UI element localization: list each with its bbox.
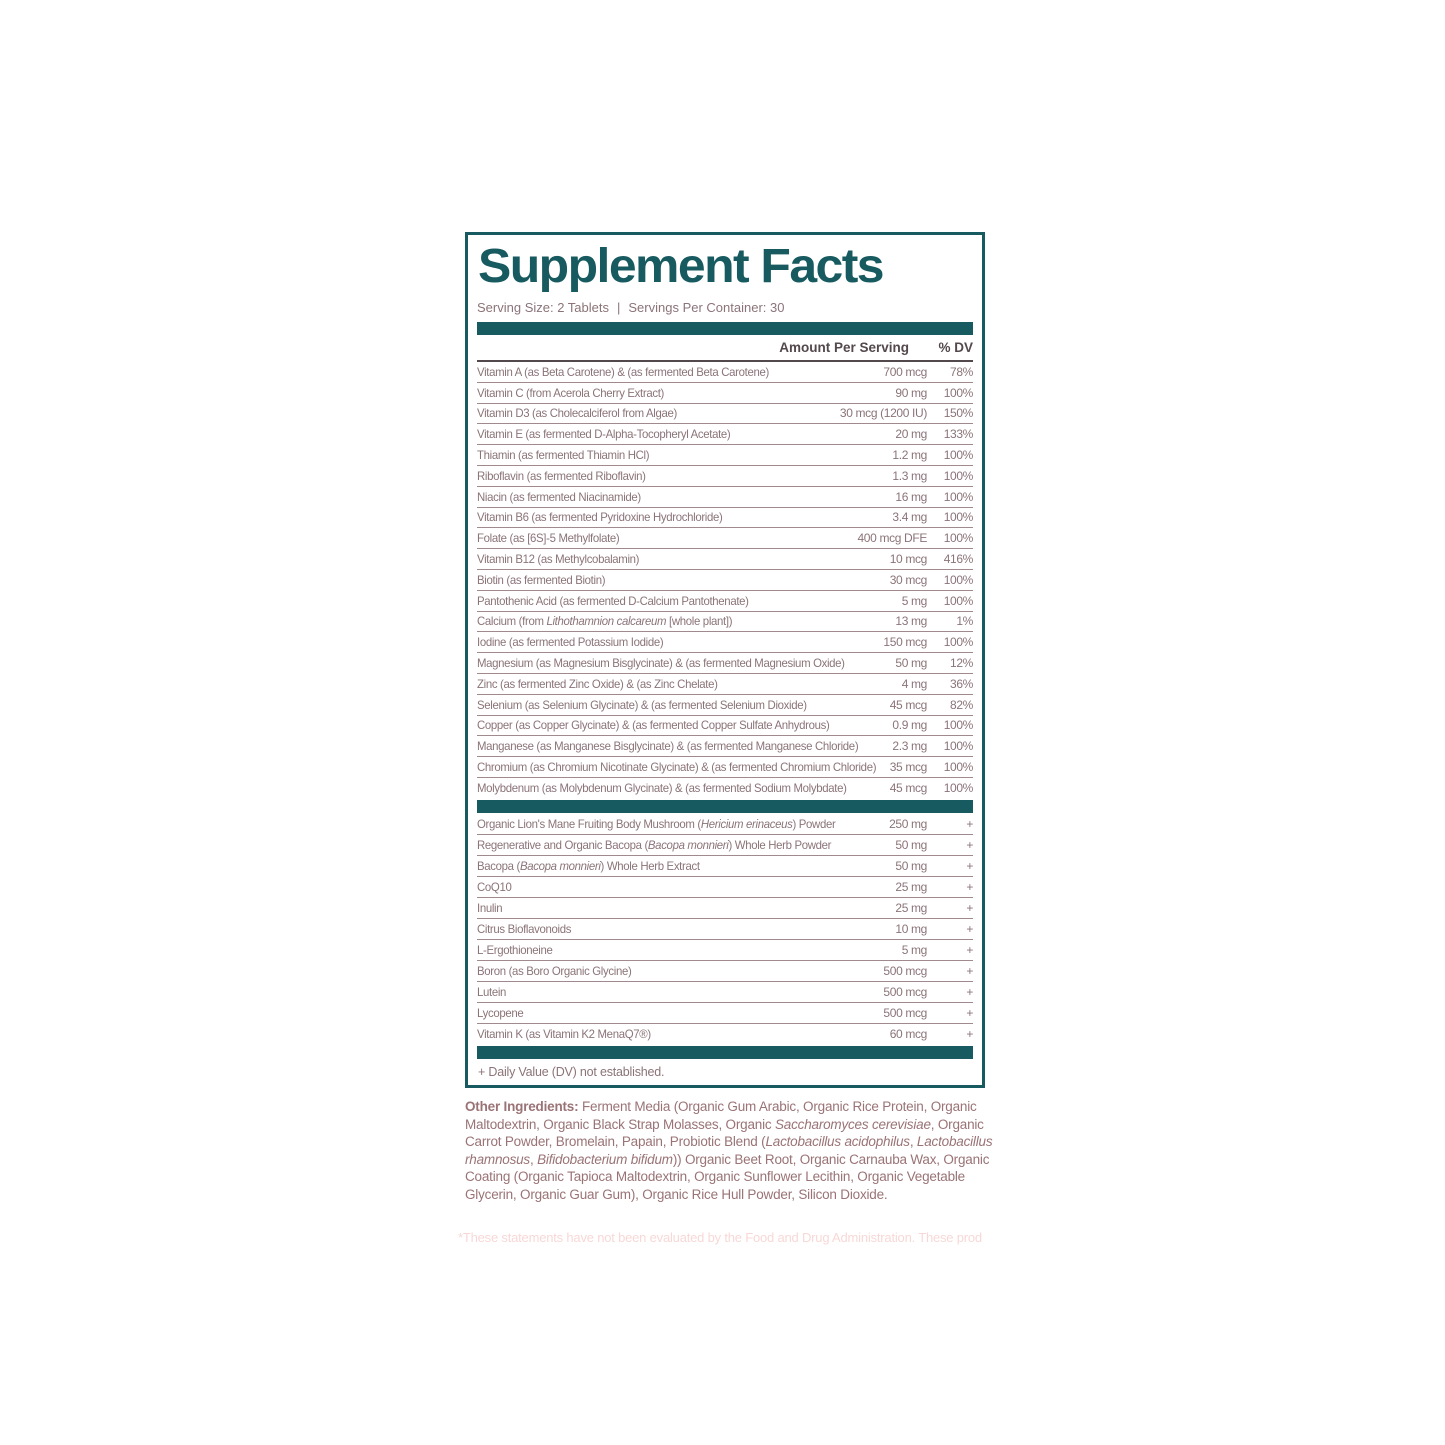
nutrient-name: Riboflavin (as fermented Riboflavin) [477,468,646,483]
nutrient-name: Regenerative and Organic Bacopa (Bacopa monnieri) Whole Herb Powder [477,837,832,852]
table-row [477,814,973,835]
fda-disclaimer: *These statements have not been evaluated by the Food and Drug Administration. These prod [458,1230,982,1245]
table-row [477,940,973,961]
nutrient-dv: 36% [950,676,973,691]
nutrient-amount: 45 mcg [889,697,927,712]
table-row [477,653,973,674]
nutrient-dv: 82% [950,697,973,712]
nutrient-name: Molybdenum (as Molybdenum Glycinate) & (as fermented Sodium Molybdate) [477,781,847,796]
nutrient-dv: + [966,879,973,894]
table-row [477,1024,973,1045]
table-row [477,612,973,633]
other-ingredients-text: Ferment Media (Organic Gum Arabic, Organic Rice Protein, Organic Maltodextrin, Organic Black Strap Molasses, Organic Saccharomyces cerevisiae, Organic Carrot Powder, Bromelain, Papain, Probiotic Blend (Lactobacillus acidophilus, Lactobacillus rhamnosus, Bifidobacterium bifidum)) Organic Beet Root, Organic Carnauba Wax, Organic Coating (Organic Tapioca Maltodextrin, Organic Sunflower Lecithin, Organic Vegetable Glycerin, Organic Guar Gum), Organic Rice Hull Powder, Silicon Dioxide. [465,1099,993,1202]
nutrient-name: Vitamin B12 (as Methylcobalamin) [477,552,640,567]
nutrient-name: Biotin (as fermented Biotin) [477,572,606,587]
nutrient-dv: 100% [943,572,973,587]
nutrient-name: Vitamin B6 (as fermented Pyridoxine Hydrochloride) [477,510,723,525]
nutrient-amount: 10 mg [895,921,927,936]
table-row [477,424,973,445]
nutrient-name: Vitamin E (as fermented D-Alpha-Tocopheryl Acetate) [477,427,731,442]
nutrient-dv: + [966,816,973,831]
table-row [477,445,973,466]
amount-per-serving-header: Amount Per Serving [779,340,909,355]
other-ingredients-paragraph [465,1098,1017,1203]
serving-size: Serving Size: 2 Tablets [477,300,609,315]
nutrient-name: Magnesium (as Magnesium Bisglycinate) & (as fermented Magnesium Oxide) [477,656,845,671]
nutrient-dv: + [966,1027,973,1042]
nutrient-dv: 78% [950,364,973,379]
nutrient-amount: 0.9 mg [892,718,927,733]
nutrient-dv: 100% [943,593,973,608]
serving-info [477,300,973,315]
table-row [477,856,973,877]
nutrient-amount: 700 mcg [883,364,927,379]
servings-per-container: Servings Per Container: 30 [628,300,785,315]
nutrient-dv: 100% [943,760,973,775]
table-row [477,570,973,591]
nutrient-amount: 90 mg [895,385,927,400]
vitamins-minerals-table [477,362,973,799]
nutrient-dv: 100% [943,468,973,483]
nutrient-name: Thiamin (as fermented Thiamin HCl) [477,448,650,463]
nutrient-dv: 100% [943,739,973,754]
section-bar [477,800,973,813]
nutrient-name: Zinc (as fermented Zinc Oxide) & (as Zinc Chelate) [477,676,718,691]
nutrient-amount: 50 mg [895,837,927,852]
nutrient-amount: 16 mg [895,489,927,504]
nutrient-name: Selenium (as Selenium Glycinate) & (as fermented Selenium Dioxide) [477,697,807,712]
nutrient-dv: 100% [943,635,973,650]
nutrient-name: Vitamin C (from Acerola Cherry Extract) [477,385,665,400]
nutrient-dv: 100% [943,448,973,463]
nutrient-dv: + [966,963,973,978]
nutrient-amount: 400 mcg DFE [857,531,927,546]
nutrient-amount: 500 mcg [883,1005,927,1020]
nutrient-amount: 20 mg [895,427,927,442]
table-row [477,982,973,1003]
nutrient-dv: 100% [943,510,973,525]
nutrient-name: L-Ergothioneine [477,942,553,957]
table-row [477,898,973,919]
nutrient-name: Boron (as Boro Organic Glycine) [477,963,632,978]
table-row [477,632,973,653]
nutrient-name: Lycopene [477,1005,524,1020]
table-row [477,674,973,695]
nutrient-amount: 500 mcg [883,963,927,978]
nutrient-dv: 150% [943,406,973,421]
table-row [477,919,973,940]
serving-divider: | [617,300,621,315]
table-row [477,549,973,570]
section-bar [477,322,973,335]
dv-footnote: + Daily Value (DV) not established. [478,1064,665,1079]
nutrient-name: Niacin (as fermented Niacinamide) [477,489,641,504]
nutrient-amount: 1.2 mg [892,448,927,463]
percent-dv-header: % DV [938,340,973,355]
nutrient-dv: + [966,1005,973,1020]
nutrient-amount: 500 mcg [883,984,927,999]
botanicals-table [477,814,973,1045]
nutrient-name: Copper (as Copper Glycinate) & (as fermented Copper Sulfate Anhydrous) [477,718,830,733]
nutrient-name: Pantothenic Acid (as fermented D-Calcium Pantothenate) [477,593,749,608]
table-row [477,877,973,898]
nutrient-name: Iodine (as fermented Potassium Iodide) [477,635,664,650]
nutrient-dv: 133% [943,427,973,442]
nutrient-dv: + [966,921,973,936]
nutrient-amount: 5 mg [901,593,927,608]
table-row [477,404,973,425]
panel-title: Supplement Facts [478,240,883,293]
table-row [477,695,973,716]
nutrient-name: Inulin [477,900,503,915]
nutrient-name: Folate (as [6S]-5 Methylfolate) [477,531,620,546]
section-bar [477,1046,973,1059]
nutrient-amount: 1.3 mg [892,468,927,483]
nutrient-dv: + [966,942,973,957]
table-row [477,778,973,799]
nutrient-amount: 30 mcg [889,572,927,587]
table-row [477,757,973,778]
nutrient-amount: 30 mcg (1200 IU) [839,406,927,421]
nutrient-name: Manganese (as Manganese Bisglycinate) & (as fermented Manganese Chloride) [477,739,859,754]
other-ingredients-label: Other Ingredients: [465,1099,579,1114]
nutrient-amount: 150 mcg [883,635,927,650]
table-row [477,362,973,383]
nutrient-dv: 100% [943,718,973,733]
nutrient-amount: 35 mcg [889,760,927,775]
nutrient-dv: 12% [950,656,973,671]
nutrient-dv: 100% [943,489,973,504]
nutrient-amount: 250 mg [889,816,927,831]
table-row [477,1003,973,1024]
nutrient-dv: + [966,858,973,873]
nutrient-name: Lutein [477,984,507,999]
table-row [477,591,973,612]
nutrient-amount: 13 mg [895,614,927,629]
nutrient-name: Bacopa (Bacopa monnieri) Whole Herb Extract [477,858,700,873]
nutrient-amount: 25 mg [895,900,927,915]
nutrient-dv: 100% [943,531,973,546]
nutrient-name: Citrus Bioflavonoids [477,921,572,936]
nutrient-amount: 3.4 mg [892,510,927,525]
table-row [477,383,973,404]
nutrient-amount: 50 mg [895,656,927,671]
supplement-facts-panel [465,232,985,1088]
table-row [477,716,973,737]
nutrient-amount: 50 mg [895,858,927,873]
nutrient-name: Organic Lion's Mane Fruiting Body Mushroom (Hericium erinaceus) Powder [477,816,836,831]
nutrient-dv: 1% [956,614,973,629]
table-column-header [477,335,973,362]
nutrient-amount: 10 mcg [889,552,927,567]
nutrient-name: CoQ10 [477,879,512,894]
nutrient-amount: 45 mcg [889,781,927,796]
nutrient-name: Chromium (as Chromium Nicotinate Glycinate) & (as fermented Chromium Chloride) [477,760,877,775]
table-row [477,466,973,487]
table-row [477,508,973,529]
table-row [477,528,973,549]
nutrient-amount: 2.3 mg [892,739,927,754]
nutrient-amount: 60 mcg [889,1027,927,1042]
nutrient-dv: + [966,837,973,852]
nutrient-dv: + [966,984,973,999]
nutrient-dv: + [966,900,973,915]
nutrient-name: Vitamin A (as Beta Carotene) & (as fermented Beta Carotene) [477,364,769,379]
nutrient-name: Calcium (from Lithothamnion calcareum [whole plant]) [477,614,733,629]
table-row [477,736,973,757]
nutrient-amount: 25 mg [895,879,927,894]
nutrient-dv: 416% [943,552,973,567]
nutrient-name: Vitamin K (as Vitamin K2 MenaQ7®) [477,1027,651,1042]
nutrient-amount: 5 mg [901,942,927,957]
table-row [477,835,973,856]
nutrient-dv: 100% [943,781,973,796]
nutrient-name: Vitamin D3 (as Cholecalciferol from Algae) [477,406,677,421]
table-row [477,961,973,982]
table-row [477,487,973,508]
nutrient-amount: 4 mg [901,676,927,691]
nutrient-dv: 100% [943,385,973,400]
